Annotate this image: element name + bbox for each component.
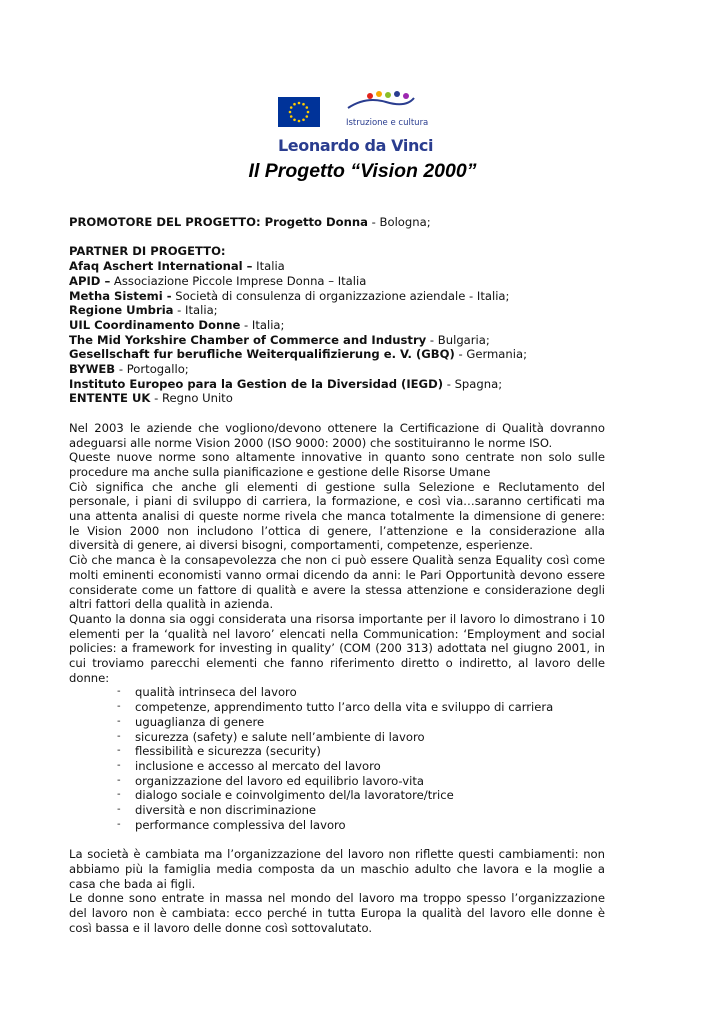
partner-name: Instituto Europeo para la Gestion de la Diversidad (IEGD) <box>69 376 444 391</box>
list-item-text: uguaglianza di genere <box>135 714 265 729</box>
partner-name: BYWEB <box>69 362 116 377</box>
paragraph: Queste nuove norme sono altamente innovative in quanto sono centrate non solo sulle procedure ma anche sulla pianificazione e gestione delle Risorse Umane <box>69 450 605 479</box>
partner-item <box>69 333 605 348</box>
paragraph: Quanto la donna sia oggi considerata una risorsa importante per il lavoro lo dimostrano i 10 elementi per la ‘qualità nel lavoro’ elencati nella Communication: ‘Employment and social policies: a framework for investing in quality’ (COM (200 313) adottata nel giugno 2001, in cui troviamo parecchi elementi che fanno riferimento diretto o indiretto, al lavoro delle donne: <box>69 611 605 685</box>
list-item-text: qualità intrinseca del lavoro <box>135 685 297 700</box>
partners-heading-text: PARTNER DI PROGETTO: <box>69 244 226 259</box>
list-item <box>117 730 605 745</box>
bullet-dash: - <box>117 730 121 742</box>
partners-heading <box>69 244 605 259</box>
quality-elements-list <box>69 685 605 832</box>
bullet-dash: - <box>117 759 121 771</box>
partner-item <box>69 377 605 392</box>
partner-name: APID – <box>69 273 111 288</box>
partner-item <box>69 362 605 377</box>
program-subtitle: Istruzione e cultura <box>346 118 429 128</box>
partner-item <box>69 391 605 406</box>
partner-item <box>69 347 605 362</box>
partner-name: Afaq Aschert International – <box>69 259 253 274</box>
bullet-dash: - <box>117 789 121 801</box>
list-item <box>117 774 605 789</box>
partner-name: Gesellschaft fur berufliche Weiterqualifizierung e. V. (GBQ) <box>69 347 455 362</box>
list-item-text: competenze, apprendimento tutto l’arco della vita e sviluppo di carriera <box>135 700 554 715</box>
list-item <box>117 818 605 833</box>
eu-flag-icon <box>278 97 320 127</box>
partner-item <box>69 303 605 318</box>
list-item <box>117 803 605 818</box>
paragraph: Ciò che manca è la consapevolezza che non ci può essere Qualità senza Equality così come molti eminenti economisti vanno ormai dicendo da anni: le Pari Opportunità devono essere considerate come un fattore di qualità e avere la stessa attenzione e considerazione degli altri fattori della qualità in azienda. <box>69 553 605 612</box>
education-swoosh-icon <box>346 90 416 114</box>
partner-detail: Associazione Piccole Imprese Donna – Italia <box>110 273 367 288</box>
partner-name: UIL Coordinamento Donne <box>69 317 241 332</box>
list-item <box>117 759 605 774</box>
partner-detail: Società di consulenza di organizzazione aziendale - Italia; <box>171 288 510 303</box>
list-item <box>117 788 605 803</box>
list-item-text: diversità e non discriminazione <box>135 803 317 818</box>
bullet-dash: - <box>117 745 121 757</box>
partner-name: Metha Sistemi - <box>69 288 172 303</box>
bullet-dash: - <box>117 715 121 727</box>
program-name: Leonardo da Vinci <box>278 136 434 155</box>
list-item-text: inclusione e accesso al mercato del lavoro <box>135 758 381 773</box>
list-item-text: sicurezza (safety) e salute nell’ambiente di lavoro <box>135 729 425 744</box>
partner-item <box>69 259 605 274</box>
paragraph: Nel 2003 le aziende che vogliono/devono ottenere la Certificazione di Qualità dovranno adeguarsi alle norme Vision 2000 (ISO 9000: 2000) che sostituiranno le norme ISO. <box>69 420 605 450</box>
partner-detail: - Germania; <box>454 347 527 362</box>
promoter-label: PROMOTORE DEL PROGETTO: Progetto Donna <box>69 215 368 229</box>
page-title: Il Progetto “Vision 2000” <box>248 160 477 182</box>
partner-detail: Italia <box>252 259 285 274</box>
list-item <box>117 715 605 730</box>
list-item <box>117 700 605 715</box>
partner-detail: - Regno Unito <box>150 391 233 406</box>
bullet-dash: - <box>117 818 121 830</box>
partner-name: The Mid Yorkshire Chamber of Commerce and Industry <box>69 332 427 347</box>
list-item-text: flessibilità e sicurezza (security) <box>135 744 321 759</box>
partner-detail: - Italia; <box>173 303 218 318</box>
partner-detail: - Portogallo; <box>115 362 189 377</box>
bullet-dash: - <box>117 804 121 816</box>
partner-item <box>69 318 605 333</box>
bullet-dash: - <box>117 774 121 786</box>
list-item-text: performance complessiva del lavoro <box>135 817 346 832</box>
list-item-text: dialogo sociale e coinvolgimento del/la lavoratore/trice <box>135 788 454 803</box>
paragraph: Ciò significa che anche gli elementi di gestione sulla Selezione e Reclutamento del personale, i piani di sviluppo di carriera, la formazione, e così via…saranno certificati ma una attenta analisi di queste norme rivela che manca totalmente la dimensione di genere: le Vision 2000 non includono l’ottica di genere, l’attenzione e la considerazione alla diversità di genere, ai diversi bisogni, comportamenti, competenze, esperienze. <box>69 479 605 553</box>
partner-name: Regione Umbria <box>69 303 174 318</box>
paragraph: La società è cambiata ma l’organizzazione del lavoro non riflette questi cambiamenti: non abbiamo più la famiglia media composta da un maschio adulto che lavora e la moglie a casa che bada ai figli. <box>69 847 605 891</box>
partner-detail: - Spagna; <box>443 376 503 391</box>
paragraph: Le donne sono entrate in massa nel mondo del lavoro ma troppo spesso l’organizzazione del lavoro non è cambiata: ecco perché in tutta Europa la qualità del lavoro elle donne è così bassa e il lavoro delle donne così sottovalutato. <box>69 891 605 935</box>
partner-detail: - Italia; <box>240 317 285 332</box>
document-body <box>69 215 605 935</box>
partner-name: ENTENTE UK <box>69 391 151 406</box>
bullet-dash: - <box>117 701 121 713</box>
partner-detail: - Bulgaria; <box>426 332 490 347</box>
promoter-location: - Bologna; <box>367 215 431 229</box>
list-item <box>117 685 605 700</box>
list-item <box>117 744 605 759</box>
list-item-text: organizzazione del lavoro ed equilibrio lavoro-vita <box>135 773 425 788</box>
bullet-dash: - <box>117 686 121 698</box>
leonardo-da-vinci-logo <box>278 90 458 162</box>
promoter-line <box>69 215 605 230</box>
partner-item <box>69 289 605 304</box>
partner-item <box>69 274 605 289</box>
